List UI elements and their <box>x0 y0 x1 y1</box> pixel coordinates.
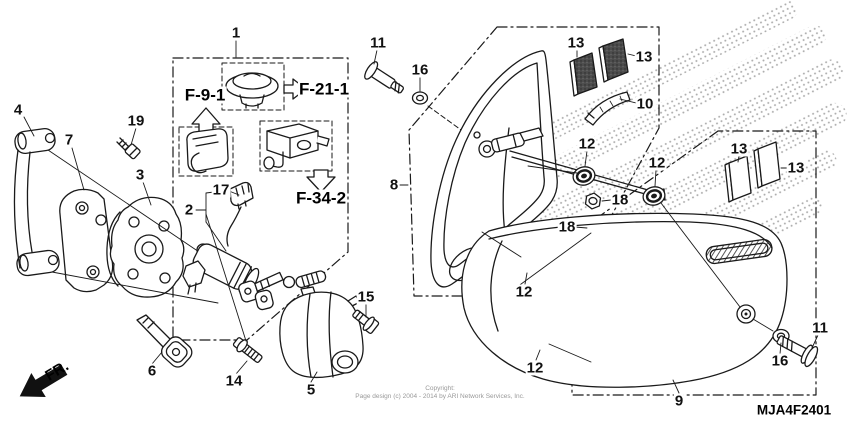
callout-2[interactable]: 2 <box>184 201 194 219</box>
callout-17[interactable]: 17 <box>212 181 230 199</box>
callout-15[interactable]: 15 <box>357 288 375 306</box>
callout-11-top[interactable]: 11 <box>370 34 386 52</box>
callout-3[interactable]: 3 <box>135 166 145 184</box>
callout-16-bottom[interactable]: 16 <box>771 352 789 370</box>
callout-13-a[interactable]: 13 <box>567 34 585 52</box>
callout-7[interactable]: 7 <box>64 131 74 149</box>
reference-link-f-9-1[interactable]: F-9-1 <box>184 85 226 105</box>
callout-10[interactable]: 10 <box>636 95 654 113</box>
callout-5[interactable]: 5 <box>306 381 316 399</box>
callout-13-c[interactable]: 13 <box>730 140 748 158</box>
callout-12-b[interactable]: 12 <box>648 154 666 172</box>
callout-16-top[interactable]: 16 <box>411 61 429 79</box>
callout-4[interactable]: 4 <box>13 101 23 119</box>
callout-11-bottom[interactable]: 11 <box>812 319 828 337</box>
front-direction-label: FR. <box>42 357 72 385</box>
callout-18-b[interactable]: 18 <box>558 218 576 236</box>
copyright-line-2: Page design (c) 2004 - 2014 by ARI Network Services, Inc. <box>355 393 525 401</box>
callout-6[interactable]: 6 <box>147 362 157 380</box>
callout-12-c[interactable]: 12 <box>515 283 533 301</box>
reference-link-f-21-1[interactable]: F-21-1 <box>298 79 350 99</box>
copyright-notice <box>310 385 570 401</box>
callout-1[interactable]: 1 <box>231 24 241 42</box>
callout-18-a[interactable]: 18 <box>611 191 629 209</box>
callout-9[interactable]: 9 <box>674 392 684 410</box>
callout-13-d[interactable]: 13 <box>787 159 805 177</box>
callout-8[interactable]: 8 <box>389 176 399 194</box>
callout-13-b[interactable]: 13 <box>635 48 653 66</box>
diagram-code: MJA4F2401 <box>756 402 832 418</box>
callout-14[interactable]: 14 <box>225 372 243 390</box>
copyright-line-1: Copyright: <box>425 385 455 392</box>
reference-link-f-34-2[interactable]: F-34-2 <box>295 188 347 208</box>
callout-12-d[interactable]: 12 <box>526 359 544 377</box>
callout-19[interactable]: 19 <box>127 112 145 130</box>
callout-12-a[interactable]: 12 <box>578 135 596 153</box>
